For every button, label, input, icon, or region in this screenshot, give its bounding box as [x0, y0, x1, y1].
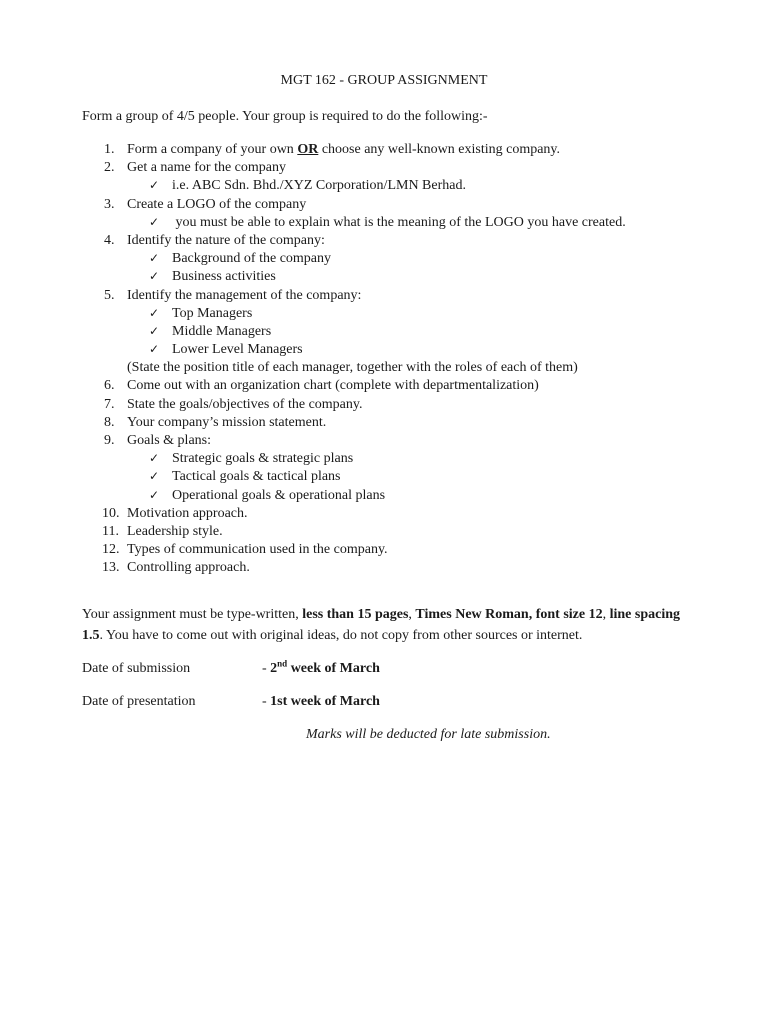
page-limit: less than 15 pages — [302, 607, 409, 622]
checkmark-icon: ✓ — [149, 305, 160, 320]
list-item — [82, 396, 702, 414]
item-text: Your company’s mission statement. — [127, 414, 327, 430]
sub-list-item — [82, 250, 702, 268]
list-item — [82, 232, 702, 250]
intro-text: Form a group of 4/5 people. Your group is required to do the following:- — [82, 109, 488, 124]
format-requirements: Your assignment must be type-written, less than 15 pages, Times New Roman, font size 12, line spacing 1.5. You have to come out with original ideas, do not copy from other sources or internet. — [82, 607, 680, 643]
item-text: Get a name for the company — [127, 160, 286, 176]
list-item — [82, 414, 702, 432]
sub-item-text: Operational goals & operational plans — [172, 487, 386, 503]
item-number: 2. — [104, 160, 115, 176]
sub-list-item — [82, 177, 702, 195]
sub-item-text: Business activities — [172, 269, 276, 285]
checkmark-icon: ✓ — [149, 323, 160, 338]
list-item — [82, 432, 702, 450]
item-number: 4. — [104, 232, 115, 248]
item-number: 3. — [104, 196, 115, 212]
item-text: Goals & plans: — [127, 433, 211, 448]
late-submission-note: Marks will be deducted for late submission. — [306, 727, 551, 742]
item-number: 9. — [104, 433, 115, 448]
item-text: Controlling approach. — [127, 560, 250, 576]
checkmark-icon: ✓ — [149, 469, 160, 484]
item-text: Motivation approach. — [127, 505, 248, 521]
checkmark-icon: ✓ — [149, 342, 160, 357]
item-number: 12. — [102, 542, 120, 558]
list-item — [82, 559, 702, 577]
item-text: Identify the nature of the company: — [127, 232, 325, 248]
list-item — [82, 377, 702, 395]
page-title: MGT 162 - GROUP ASSIGNMENT — [280, 73, 488, 88]
item-number: 5. — [104, 287, 115, 303]
sub-item-text: Lower Level Managers — [172, 342, 303, 358]
task-list — [82, 141, 702, 578]
sub-list-item — [82, 468, 702, 486]
item-number: 7. — [104, 396, 115, 412]
sub-item-text: Strategic goals & strategic plans — [172, 451, 354, 467]
spacing-requirement: line spacing 1.5 — [82, 607, 680, 643]
item-text: Types of communication used in the company. — [127, 542, 388, 558]
sub-list-item — [82, 268, 702, 286]
checkmark-icon: ✓ — [149, 178, 160, 193]
sub-item-text: i.e. ABC Sdn. Bhd./XYZ Corporation/LMN Berhad. — [172, 178, 466, 194]
item-text: Leadership style. — [127, 523, 223, 539]
sub-item-text: Middle Managers — [172, 323, 272, 339]
item-text: Identify the management of the company: — [127, 287, 362, 303]
manager-note: (State the position title of each manager, together with the roles of each of them) — [127, 360, 578, 376]
item-number: 11. — [102, 523, 119, 539]
sub-list-item — [82, 305, 702, 323]
sub-item-text: Background of the company — [172, 251, 332, 267]
list-item — [82, 141, 702, 159]
item-number: 6. — [104, 378, 115, 394]
sub-list-item — [82, 214, 702, 232]
sub-item-text: Top Managers — [172, 305, 253, 321]
list-item — [82, 541, 702, 559]
checkmark-icon: ✓ — [149, 487, 160, 502]
item-note — [82, 359, 702, 377]
list-item — [82, 523, 702, 541]
submission-date: - 2nd week of March — [262, 658, 380, 676]
sub-list-item — [82, 323, 702, 341]
submission-label: Date of submission — [82, 661, 191, 676]
list-item — [82, 287, 702, 305]
sub-item-text: you must be able to explain what is the meaning of the LOGO you have created. — [172, 214, 626, 230]
list-item — [82, 159, 702, 177]
presentation-date: - 1st week of March — [262, 694, 380, 709]
presentation-label: Date of presentation — [82, 694, 196, 709]
list-item — [82, 196, 702, 214]
checkmark-icon: ✓ — [149, 214, 160, 229]
or-emphasis: OR — [297, 142, 319, 157]
sub-list-item — [82, 341, 702, 359]
font-requirement: Times New Roman, font size 12 — [415, 607, 603, 622]
item-text: Come out with an organization chart (complete with departmentalization) — [127, 378, 539, 394]
item-text: State the goals/objectives of the company. — [127, 396, 363, 412]
checkmark-icon: ✓ — [149, 451, 160, 466]
item-text: Create a LOGO of the company — [127, 196, 307, 212]
sub-list-item — [82, 487, 702, 505]
checkmark-icon: ✓ — [149, 251, 160, 266]
item-number: 10. — [102, 505, 120, 521]
item-number: 13. — [102, 560, 120, 576]
presentation-date-row — [82, 693, 682, 713]
checkmark-icon: ✓ — [149, 269, 160, 284]
sub-list-item — [82, 450, 702, 468]
item-number: 1. — [104, 142, 115, 157]
item-text: Form a company of your own OR choose any well-known existing company. — [127, 142, 561, 157]
sub-item-text: Tactical goals & tactical plans — [172, 469, 341, 485]
submission-date-row — [82, 660, 682, 680]
item-number: 8. — [104, 414, 115, 430]
list-item — [82, 505, 702, 523]
